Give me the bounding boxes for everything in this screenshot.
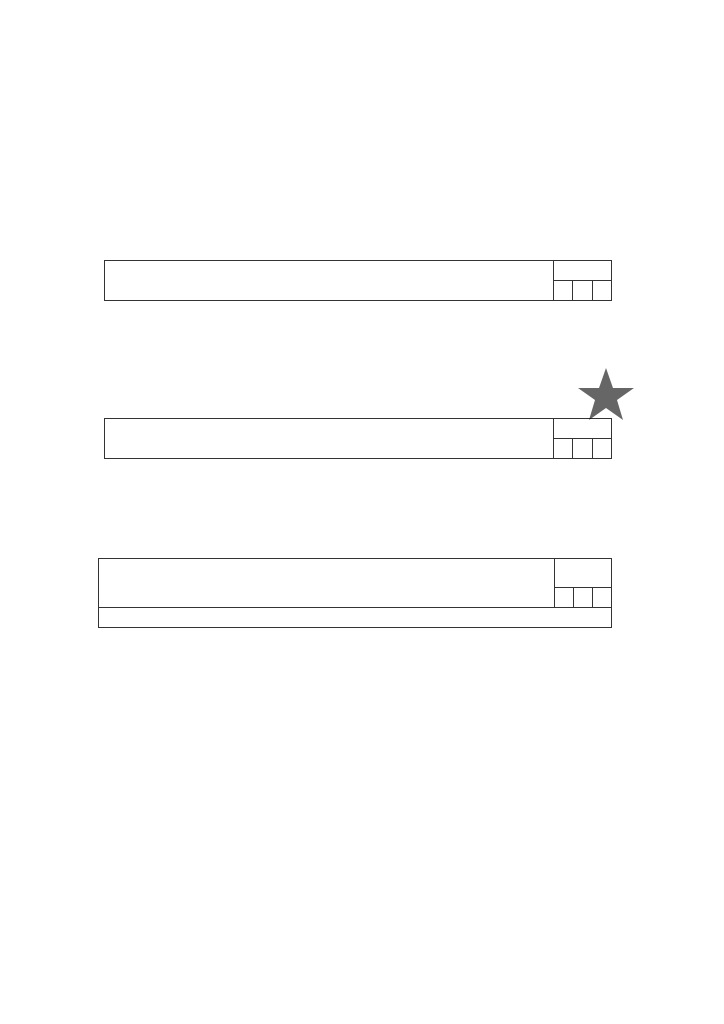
company-seal-icon [528,318,684,478]
table-5-type-2 [573,588,592,608]
table-3-type-2 [573,281,592,301]
table-3-header-item [105,261,554,301]
table-5 [98,558,612,628]
table-5-header-index [554,559,611,588]
table-3 [104,260,612,301]
table-3-type-1 [553,281,572,301]
table-4-header-item [105,419,554,459]
table-5-header-item [99,559,555,608]
table-5-type-1 [554,588,573,608]
table-3-header-index [553,261,611,281]
table-3-type-3 [592,281,611,301]
table-5-footnote [99,608,612,628]
table-5-type-3 [592,588,611,608]
